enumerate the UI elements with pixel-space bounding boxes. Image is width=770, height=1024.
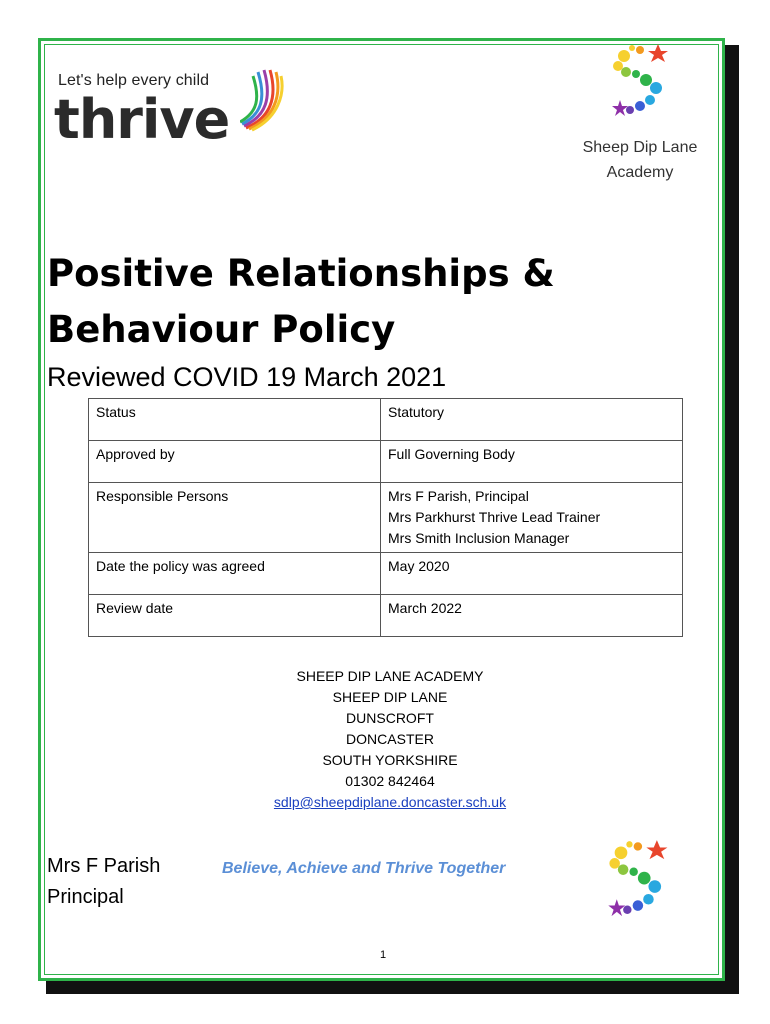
address-line: SHEEP DIP LANE	[332, 689, 448, 705]
school-motto: Believe, Achieve and Thrive Together	[222, 860, 506, 877]
title-line1: Positive Relationships &	[47, 252, 555, 295]
document-title	[47, 246, 555, 358]
school-s-logo-icon-footer	[605, 838, 675, 933]
table-row	[89, 595, 683, 637]
school-name-line2: Academy	[606, 164, 674, 181]
table-key: Responsible Persons	[89, 483, 381, 553]
title-line2: Behaviour Policy	[47, 308, 396, 351]
table-value: Statutory	[381, 399, 683, 441]
table-row	[89, 441, 683, 483]
document-subtitle: Reviewed COVID 19 March 2021	[47, 362, 447, 392]
table-key: Review date	[89, 595, 381, 637]
table-row	[89, 399, 683, 441]
address-line: DONCASTER	[346, 731, 434, 747]
table-key: Date the policy was agreed	[89, 553, 381, 595]
table-value: Mrs F Parish, Principal Mrs Parkhurst Thrive Lead Trainer Mrs Smith Inclusion Manager	[381, 483, 683, 553]
policy-info-table	[88, 398, 683, 637]
table-value: May 2020	[381, 553, 683, 595]
table-key: Status	[89, 399, 381, 441]
address-line: SHEEP DIP LANE ACADEMY	[296, 668, 484, 684]
address-line: SOUTH YORKSHIRE	[322, 752, 458, 768]
school-name-line1: Sheep Dip Lane	[582, 139, 698, 156]
table-value: Full Governing Body	[381, 441, 683, 483]
thrive-logo	[54, 68, 284, 151]
email-link[interactable]: sdlp@sheepdiplane.doncaster.sch.uk	[273, 794, 507, 810]
signatory-role: Principal	[47, 886, 124, 908]
school-logo	[560, 40, 720, 190]
table-value: March 2022	[381, 595, 683, 637]
school-address	[200, 666, 580, 813]
thrive-tagline: Let's help every child	[58, 72, 210, 89]
school-s-logo-icon	[610, 42, 674, 132]
table-row	[89, 483, 683, 553]
phone-number: 01302 842464	[345, 773, 435, 789]
signatory-name: Mrs F Parish	[47, 855, 161, 877]
table-row	[89, 553, 683, 595]
page-number: 1	[380, 949, 387, 961]
table-key: Approved by	[89, 441, 381, 483]
thrive-wordmark: thrive	[54, 88, 230, 151]
address-line: DUNSCROFT	[346, 710, 434, 726]
thrive-swirl-icon	[240, 68, 286, 138]
